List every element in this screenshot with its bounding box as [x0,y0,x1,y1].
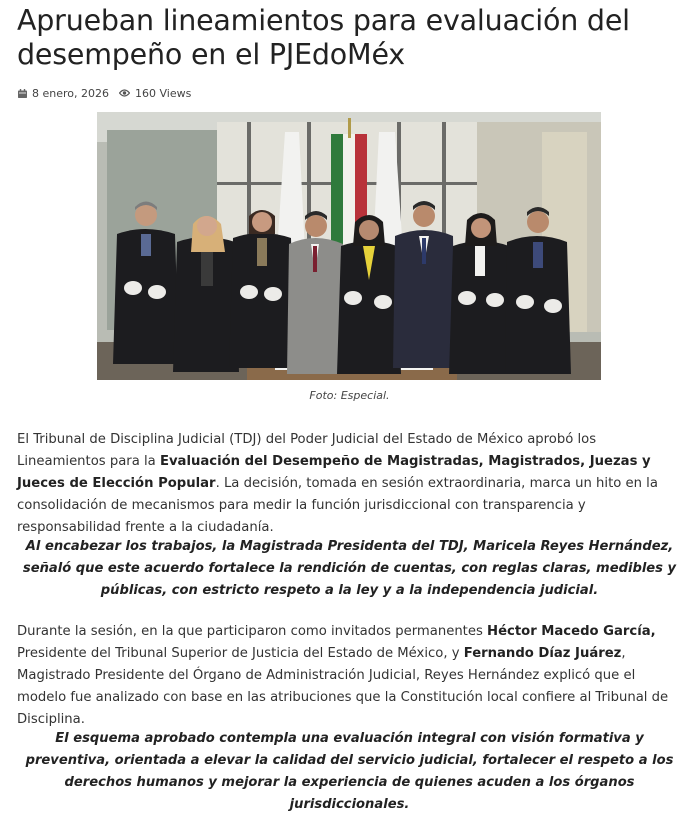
publish-date: 8 enero, 2026 [32,86,109,100]
article-meta [18,86,191,100]
paragraph-1-bold: Evaluación del Desempeño de Magistradas, Magistrados, Juezas y Jueces de Elección Popular [17,454,651,491]
group-photo-illustration [97,112,601,380]
paragraph-2 [17,621,687,731]
paragraph-2-text-c: Presidente del Tribunal Superior de Justicia del Estado de México, y [17,646,464,661]
page-title: Aprueban lineamientos para evaluación del desempeño en el PJEdoMéx [17,4,630,71]
paragraph-1-text-c: . La decisión, tomada en sesión extraordinaria, marca un hito en la consolidación de mecanismos para medir la función jurisdiccional con transparencia y responsabilidad frente a la ciudadanía. [17,476,658,535]
paragraph-2-bold-name-2: Fernando Díaz Juárez [463,646,622,661]
paragraph-1-text-a: El Tribunal de Disciplina Judicial (TDJ) del Poder Judicial del Estado de México aprobó los Lineamientos para la [17,432,597,469]
calendar-icon [18,89,27,98]
paragraph-2-bold-name-1: Héctor Macedo García, [487,624,656,639]
eye-icon [119,89,130,97]
article-photo [97,112,601,380]
photo-caption: Foto: Especial. [309,389,390,402]
paragraph-2-text-a: Durante la sesión, en la que participaron como invitados permanentes [17,624,488,639]
pull-quote-2: El esquema aprobado contempla una evaluación integral con visión formativa y preventiva, orientada a elevar la calidad del servicio judicial, fortalecer el respeto a los derechos humanos y mejorar la experiencia de quienes acuden a los órganos jurisdiccionales. [25,731,674,812]
paragraph-1 [17,429,687,539]
pull-quote-1: Al encabezar los trabajos, la Magistrada Presidenta del TDJ, Maricela Reyes Hernández, señaló que este acuerdo fortalece la rendición de cuentas, con reglas claras, medibles y públicas, con estricto respeto a la ley y a la independencia judicial. [22,539,677,598]
paragraph-2-text-e: , Magistrado Presidente del Órgano de Administración Judicial, Reyes Hernández explicó que el modelo fue analizado con base en las atribuciones que la Constitución local confiere al Tribunal de Disciplina. [17,646,669,727]
view-count: 160 Views [135,86,192,100]
